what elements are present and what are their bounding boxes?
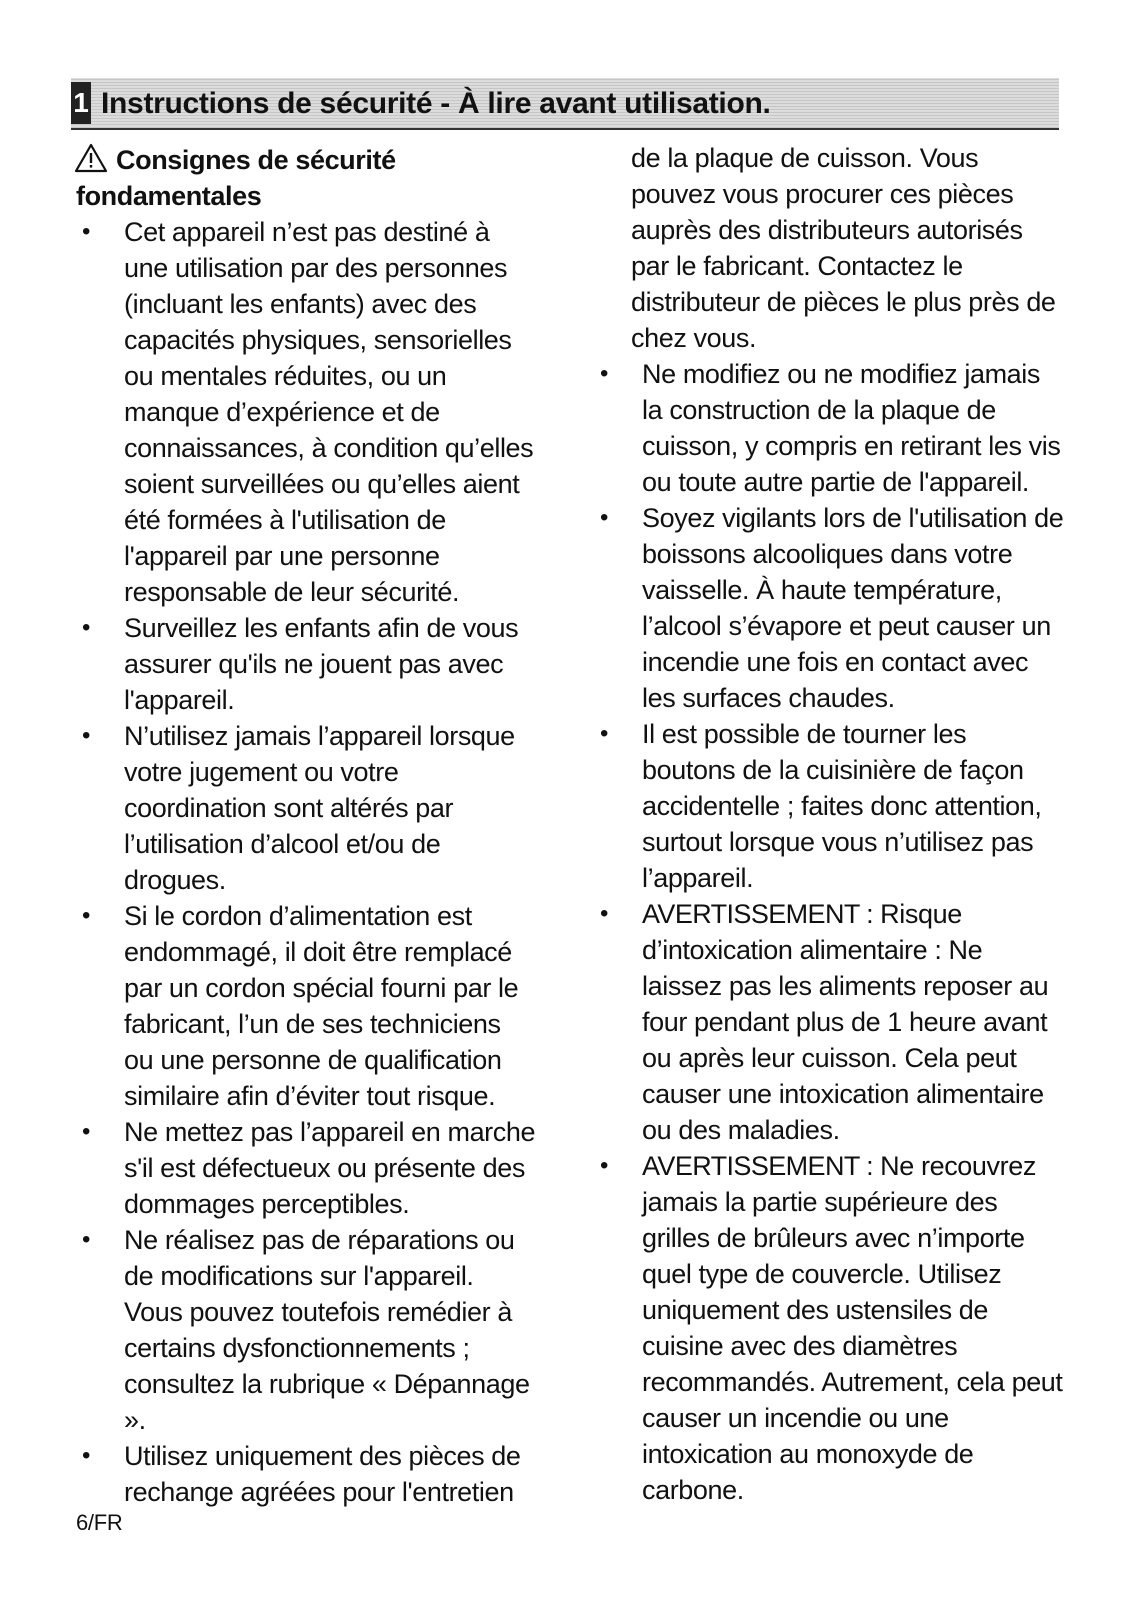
subsection-heading (76, 140, 536, 214)
list-item: • Utilisez uniquement des pièces de rechange agréées pour l'entretien (76, 1438, 536, 1510)
list-item: • Ne mettez pas l’appareil en marche s'il est défectueux ou présente des dommages perceptibles. (76, 1114, 536, 1222)
list-item: • Surveillez les enfants afin de vous assurer qu'ils ne jouent pas avec l'appareil. (76, 610, 536, 718)
list-item-text: Il est possible de tourner les boutons de la cuisinière de façon accidentelle ; faites donc attention, surtout lorsque vous n’utilisez pas l’appareil. (642, 719, 1042, 893)
list-item: • Ne réalisez pas de réparations ou de modifications sur l'appareil. Vous pouvez toutefois remédier à certains dysfonctionnements ; consultez la rubrique « Dépannage ». (76, 1222, 536, 1438)
section-banner (71, 78, 1059, 128)
list-item-text: Soyez vigilants lors de l'utilisation de boissons alcooliques dans votre vaisselle. À haute température, l’alcool s’évapore et peut causer un incendie une fois en contact avec les surfaces chaudes. (642, 503, 1064, 713)
right-bullet-list (594, 356, 1064, 1508)
list-item: • Si le cordon d’alimentation est endommagé, il doit être remplacé par un cordon spécial fourni par le fabricant, l’un de ses techniciens ou une personne de qualification similaire afin d’éviter tout risque. (76, 898, 536, 1114)
list-item (594, 356, 1064, 500)
warning-lead: AVERTISSEMENT : (642, 1151, 874, 1181)
banner-underline (71, 128, 1059, 130)
list-item (594, 716, 1064, 896)
subsection-heading-text: Consignes de sécurité fondamentales (76, 145, 396, 211)
list-item-text: Risque d’intoxication alimentaire : Ne laissez pas les aliments reposer au four pendant plus de 1 heure avant ou après leur cuisson. Cela peut causer une intoxication alimentaire ou des maladies. (642, 899, 1049, 1145)
continued-paragraph: de la plaque de cuisson. Vous pouvez vous procurer ces pièces auprès des distributeurs autorisés par le fabricant. Contactez le distributeur de pièces le plus près de chez vous. (631, 143, 1056, 353)
warning-triangle-icon (74, 143, 108, 173)
list-item (594, 896, 1064, 1148)
warning-lead: AVERTISSEMENT : (642, 899, 874, 929)
list-item (594, 1148, 1064, 1508)
page-number: 6/FR (76, 1510, 123, 1535)
right-column (594, 140, 1064, 1508)
section-number: 1 (71, 82, 91, 124)
left-column (76, 140, 536, 1510)
left-bullet-list (76, 214, 536, 1510)
list-item: • N’utilisez jamais l’appareil lorsque votre jugement ou votre coordination sont altérés par l’utilisation d’alcool et/ou de drogues. (76, 718, 536, 898)
list-item (594, 500, 1064, 716)
list-item-text: Ne recouvrez jamais la partie supérieure des grilles de brûleurs avec n’importe quel type de couvercle. Utilisez uniquement des ustensiles de cuisine avec des diamètres recommandés. Autrement, cela peut causer un incendie ou une intoxication au monoxyde de carbone. (642, 1151, 1063, 1505)
list-item: • Cet appareil n’est pas destiné à une utilisation par des personnes (incluant les enfants) avec des capacités physiques, sensorielles ou mentales réduites, ou un manque d’expérience et de connaissances, à condition qu’elles soient surveillées ou qu’elles aient été formées à l'utilisation de l'appareil par une personne responsable de leur sécurité. (76, 214, 536, 610)
list-item-text: Ne modifiez ou ne modifiez jamais la construction de la plaque de cuisson, y compris en retirant les vis ou toute autre partie de l'appareil. (642, 359, 1061, 497)
section-title: Instructions de sécurité - À lire avant utilisation. (101, 87, 771, 120)
